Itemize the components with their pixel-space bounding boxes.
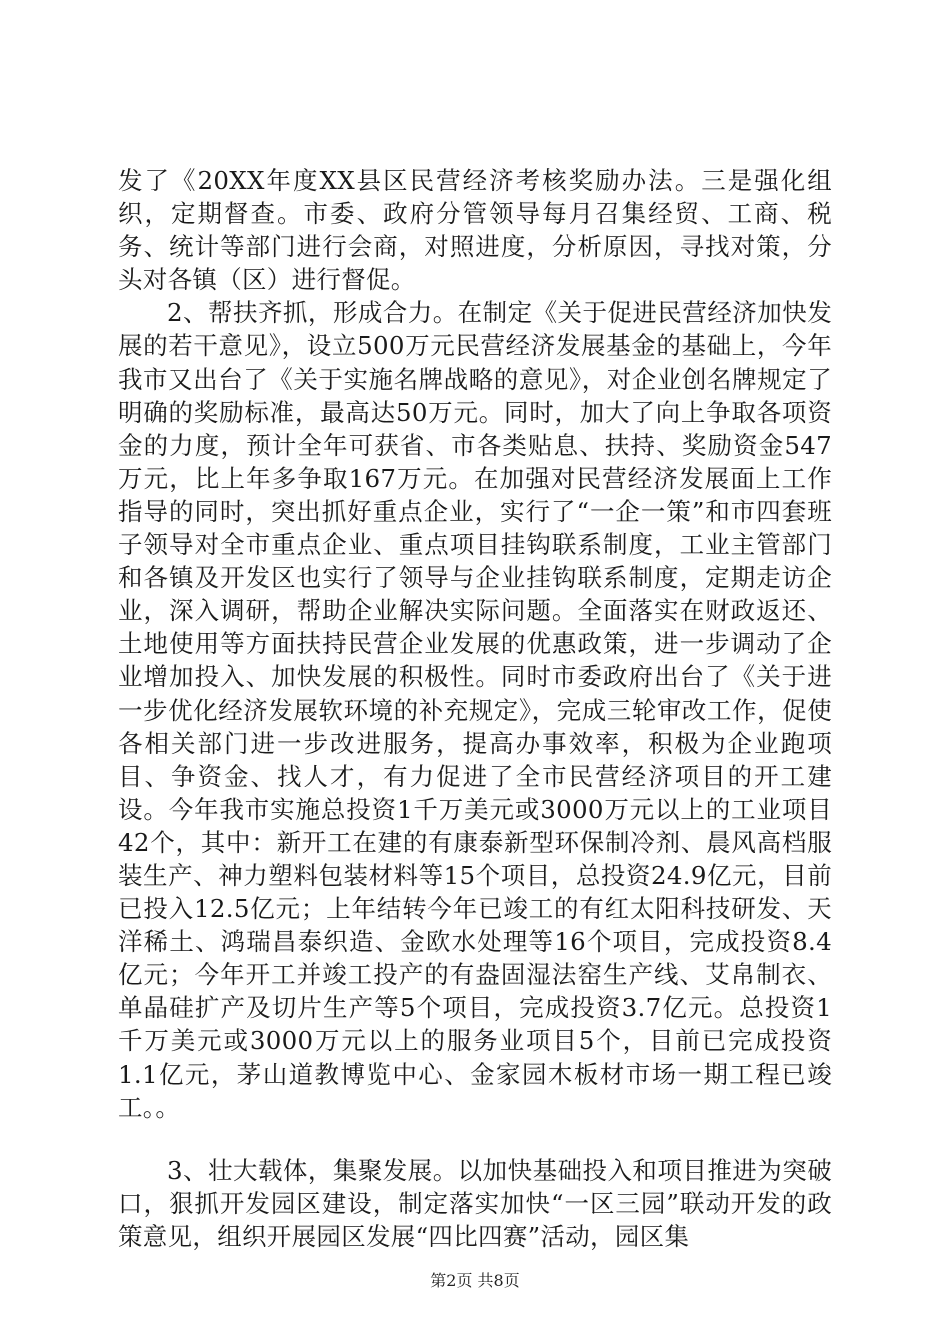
paragraph-continuation: 发了《20XX年度XX县区民营经济考核奖励办法。三是强化组织，定期督查。市委、政府分管领导每月召集经贸、工商、税务、统计等部门进行会商，对照进度，分析原因，寻找对策，分头对各镇（区）进行督促。 bbox=[118, 166, 832, 295]
page-footer: 第2页 共8页 bbox=[430, 1271, 520, 1290]
document-body bbox=[118, 164, 832, 1253]
paragraph-section-3: 3、壮大载体，集聚发展。以加快基础投入和项目推进为突破口，狠抓开发园区建设，制定落实加快“一区三园”联动开发的政策意见，组织开展园区发展“四比四赛”活动，园区集 bbox=[118, 1155, 832, 1251]
paragraph-section-2: 2、帮扶齐抓，形成合力。在制定《关于促进民营经济加快发展的若干意见》，设立500万元民营经济发展基金的基础上，今年我市又出台了《关于实施名牌战略的意见》，对企业创名牌规定了明确的奖励标准，最高达50万元。同时，加大了向上争取各项资金的力度，预计全年可获省、市各类贴息、扶持、奖励资金547万元，比上年多争取167万元。在加强对民营经济发展面上工作指导的同时，突出抓好重点企业，实行了“一企一策”和市四套班子领导对全市重点企业、重点项目挂钩联系制度，工业主管部门和各镇及开发区也实行了领导与企业挂钩联系制度，定期走访企业，深入调研，帮助企业解决实际问题。全面落实在财政返还、土地使用等方面扶持民营企业发展的优惠政策，进一步调动了企业增加投入、加快发展的积极性。同时市委政府出台了《关于进一步优化经济发展软环境的补充规定》，完成三轮审改工作，促使各相关部门进一步改进服务，提高办事效率，积极为企业跑项目、争资金、找人才，有力促进了全市民营经济项目的开工建设。今年我市实施总投资1千万美元或3000万元以上的工业项目42个，其中：新开工在建的有康泰新型环保制冷剂、晨风高档服装生产、神力塑料包装材料等15个项目，总投资24.9亿元，目前已投入12.5亿元；上年结转今年已竣工的有红太阳科技研发、天洋稀土、鸿瑞昌泰织造、金欧水处理等16个项目，完成投资8.4亿元；今年开工并竣工投产的有盎固湿法窑生产线、艾帛制衣、单晶硅扩产及切片生产等5个项目，完成投资3.7亿元。总投资1千万美元或3000万元以上的服务业项目5个，目前已完成投资1.1亿元，茅山道教博览中心、金家园木板材市场一期工程已竣工。。 bbox=[118, 298, 832, 1122]
